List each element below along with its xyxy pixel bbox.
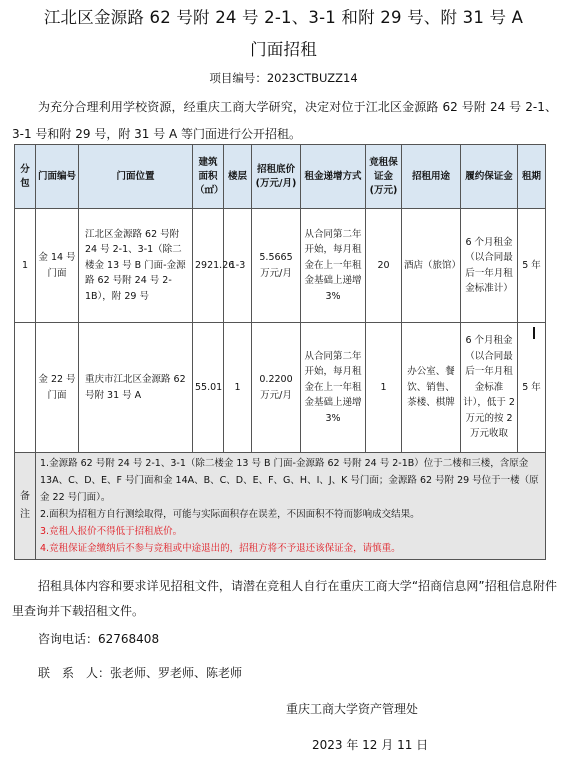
header-base-price: 招租底价(万元/月) [252, 145, 301, 209]
cell-usage: 酒店（旅馆） [402, 209, 461, 323]
intro-paragraph: 为充分合理利用学校资源，经重庆工商大学研究，决定对位于江北区金源路 62 号附 24 号 2-1、3-1 号和附 29 号，附 31 号 A 等门面进行公开招租。 [12, 100, 557, 141]
cell-area: 2921.26 [193, 209, 224, 323]
page-title-line1: 江北区金源路 62 号附 24 号 2-1、3-1 和附 29 号、附 31 号 A [43, 8, 524, 27]
closing-paragraph: 招租具体内容和要求详见招租文件，请潜在竞租人自行在重庆工商大学“招商信息网”招租信息附件里查询并下载招租文件。 [12, 579, 557, 618]
header-location: 门面位置 [79, 145, 193, 209]
notes-content [36, 453, 546, 560]
text-cursor [533, 327, 535, 339]
table-row [15, 323, 546, 453]
cell-term: 5 年 [518, 209, 546, 323]
cell-deposit: 1 [366, 323, 402, 453]
project-id: 项目编号：2023CTBUZZ14 [209, 71, 358, 85]
note-item: 2.面积为招租方自行测绘取得，可能与实际面积存在误差，不因面积不符而影响成交结果。 [40, 509, 420, 520]
cell-location: 江北区金源路 62 号附 24 号 2-1、3-1（除二楼金 13 号 B 门面-金源路 62 号附 24 号 2-1B），附 29 号 [79, 209, 193, 323]
header-perf-deposit: 履约保证金 [461, 145, 518, 209]
header-increment: 租金递增方式 [301, 145, 366, 209]
table-header-row [15, 145, 546, 209]
note-item-warning: 4.竞租保证金缴纳后不参与竞租或中途退出的，招租方将不予退还该保证金，请慎重。 [40, 543, 401, 554]
header-area: 建筑面积（㎡） [193, 145, 224, 209]
table-row [15, 209, 546, 323]
cell-shop-no: 金 22 号门面 [36, 323, 79, 453]
cell-area: 55.01 [193, 323, 224, 453]
header-shop-no: 门面编号 [36, 145, 79, 209]
cell-increment: 从合同第二年开始，每月租金在上一年租金基础上递增 3% [301, 323, 366, 453]
header-floor: 楼层 [224, 145, 252, 209]
issuer-org: 重庆工商大学资产管理处 [286, 702, 419, 716]
notes-label: 备注 [15, 453, 36, 560]
cell-base-price: 0.2200 万元/月 [252, 323, 301, 453]
cell-seq [15, 323, 36, 453]
rental-table [14, 144, 546, 560]
cell-floor: 1-3 [224, 209, 252, 323]
cell-deposit: 20 [366, 209, 402, 323]
cell-increment: 从合同第二年开始，每月租金在上一年租金基础上递增 3% [301, 209, 366, 323]
cell-shop-no: 金 14 号门面 [36, 209, 79, 323]
cell-base-price: 5.5665 万元/月 [252, 209, 301, 323]
cell-perf-deposit: 6 个月租金（以合同最后一年月租金标准计） [461, 209, 518, 323]
header-seq: 分包 [15, 145, 36, 209]
header-deposit: 竞租保证金(万元) [366, 145, 402, 209]
note-item: 1.金源路 62 号附 24 号 2-1、3-1（除二楼金 13 号 B 门面-金源路 62 号附 24 号 2-1B）位于二楼和三楼，含原金 13A、C、D、E、F 号门面和金 14A、B、C、D、E、F、G、H、I、J、K 号门面；金源路 62 号附 29 号位于一楼（原金 22 号门面）。 [40, 458, 539, 503]
phone-line: 咨询电话：62768408 [38, 632, 160, 646]
contact-line: 联 系 人：张老师、罗老师、陈老师 [38, 666, 243, 680]
cell-perf-deposit: 6 个月租金（以合同最后一年月租金标准计），低于 2 万元的按 2 万元收取 [461, 323, 518, 453]
notes-row [15, 453, 546, 560]
issue-date: 2023 年 12 月 11 日 [312, 738, 429, 752]
header-term: 租期 [518, 145, 546, 209]
cell-usage: 办公室、餐饮、销售、茶楼、棋牌 [402, 323, 461, 453]
page-title-line2: 门面招租 [250, 40, 317, 59]
cell-term: 5 年 [518, 323, 546, 453]
cell-floor: 1 [224, 323, 252, 453]
note-item-warning: 3.竞租人报价不得低于招租底价。 [40, 526, 183, 537]
header-usage: 招租用途 [402, 145, 461, 209]
cell-seq: 1 [15, 209, 36, 323]
cell-location: 重庆市江北区金源路 62 号附 31 号 A [79, 323, 193, 453]
